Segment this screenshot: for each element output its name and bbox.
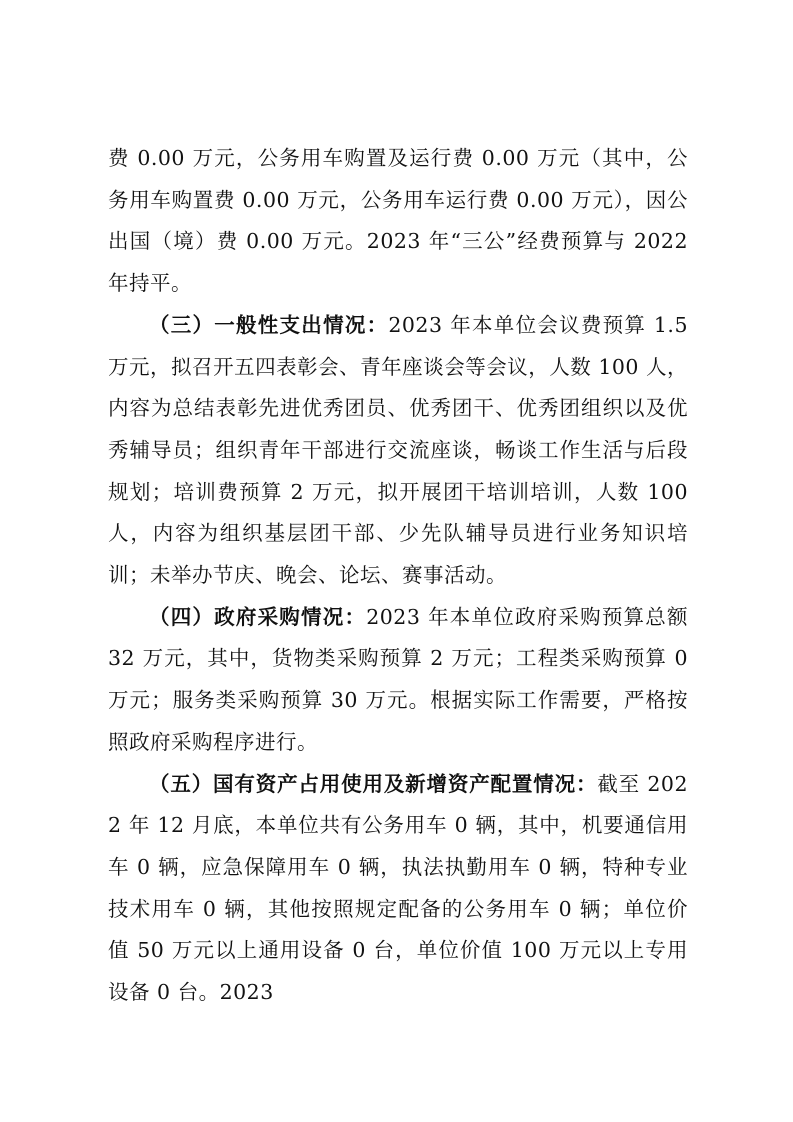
paragraph-text: 2023 年本单位会议费预算 1.5 万元，拟召开五四表彰会、青年座谈会等会议，人数 100 人，内容为总结表彰先进优秀团员、优秀团干、优秀团组织以及优秀辅导员；组织青年干部进行交流座谈，畅谈工作生活与后段规划；培训费预算 2 万元，拟开展团干培训培训，人数 100 人，内容为组织基层团干部、少先队辅导员进行业务知识培训；未举办节庆、晚会、论坛、赛事活动。 (108, 312, 688, 588)
paragraph-text: 费 0.00 万元，公务用车购置及运行费 0.00 万元（其中，公务用车购置费 0.00 万元，公务用车运行费 0.00 万元），因公出国（境）费 0.00 万元。2023 年“三公”经费预算与 2022 年持平。 (108, 146, 688, 296)
paragraph-general-expenditure (108, 305, 688, 597)
section-heading-3: （三）一般性支出情况： (149, 312, 389, 337)
section-heading-5: （五）国有资产占用使用及新增资产配置情况： (149, 771, 598, 796)
paragraph-sangong-continued (108, 138, 688, 305)
section-heading-4: （四）政府采购情况： (149, 604, 367, 629)
paragraph-text: 2023 年本单位政府采购预算总额 32 万元，其中，货物类采购预算 2 万元；工程类采购预算 0 万元；服务类采购预算 30 万元。根据实际工作需要，严格按照政府采购程序进行。 (108, 604, 688, 754)
paragraph-government-procurement (108, 597, 688, 764)
paragraph-text: 截至 2022 年 12 月底，本单位共有公务用车 0 辆，其中，机要通信用车 0 辆，应急保障用车 0 辆，执法执勤用车 0 辆，特种专业技术用车 0 辆，其他按照规定配备的公务用车 0 辆；单位价值 50 万元以上通用设备 0 台，单位价值 100 万元以上专用设备 0 台。2023 (108, 771, 688, 1005)
paragraph-state-assets (108, 764, 688, 1014)
document-page (108, 138, 688, 1014)
